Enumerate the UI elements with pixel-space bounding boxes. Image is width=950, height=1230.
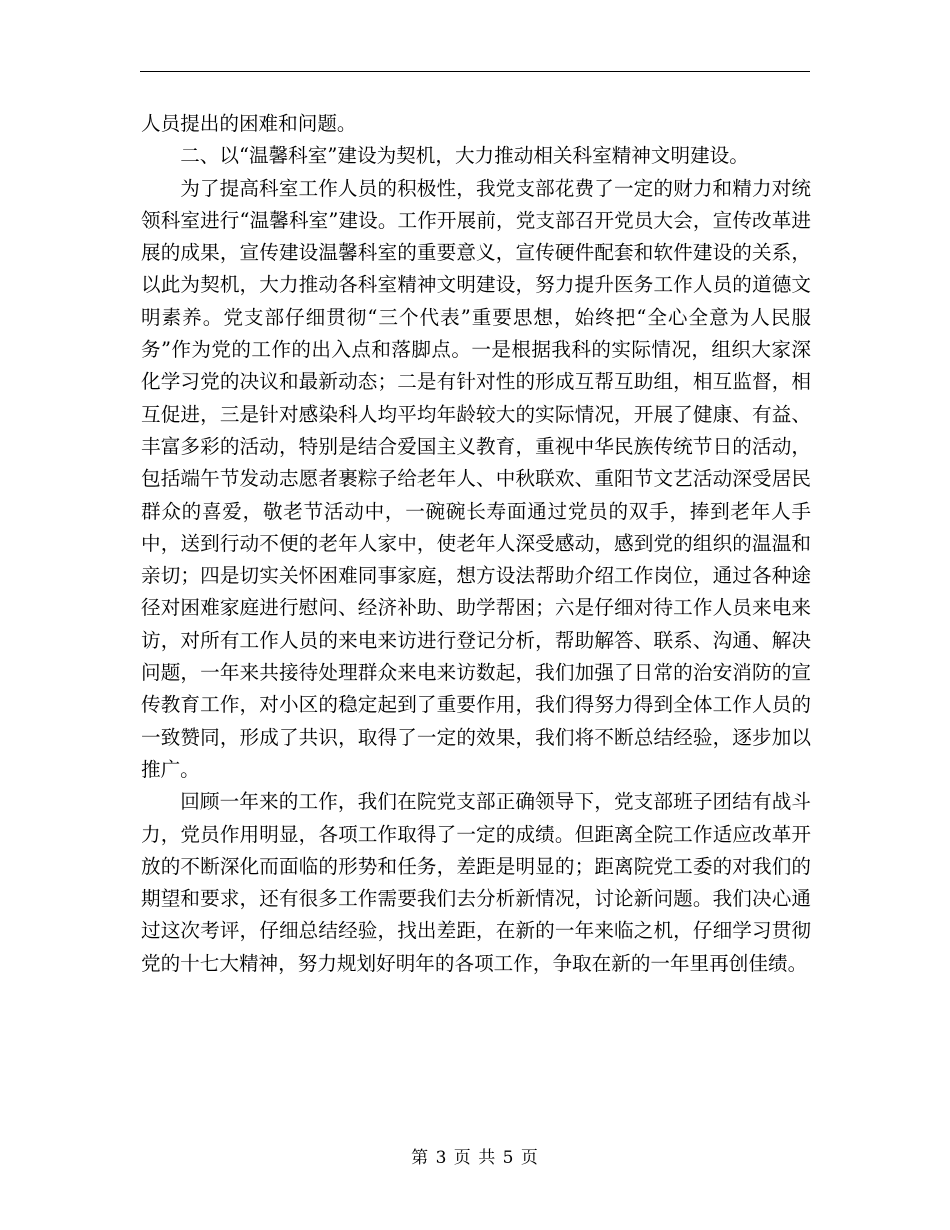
paragraph-continuation: 人员提出的困难和问题。 [141, 112, 357, 135]
paragraph-warm-office: 为了提高科室工作人员的积极性，我党支部花费了一定的财力和精力对统领科室进行“温馨科室”建设。工作开展前，党支部召开党员大会，宣传改革进展的成果，宣传建设温馨科室的重要意义，宣传硬件配套和软件建设的关系，以此为契机，大力推动各科室精神文明建设，努力提升医务工作人员的道德文明素养。党支部仔细贯彻“三个代表”重要思想，始终把“全心全意为人民服务”作为党的工作的出入点和落脚点。一是根据我科的实际情况，组织大家深化学习党的决议和最新动态；二是有针对性的形成互帮互助组，相互监督，相互促进，三是针对感染科人均平均年龄较大的实际情况，开展了健康、有益、丰富多彩的活动，特别是结合爱国主义教育，重视中华民族传统节日的活动，包括端午节发动志愿者裹粽子给老年人、中秋联欢、重阳节文艺活动深受居民群众的喜爱，敬老节活动中，一碗碗长寿面通过党员的双手，捧到老年人手中，送到行动不便的老年人家中，使老年人深受感动，感到党的组织的温温和亲切；四是切实关怀困难同事家庭，想方设法帮助介绍工作岗位，通过各种途径对困难家庭进行慰问、经济补助、助学帮困；六是仔细对待工作人员来电来访，对所有工作人员的来电来访进行登记分析，帮助解答、联系、沟通、解决问题，一年来共接待处理群众来电来访数起，我们加强了日常的治安消防的宣传教育工作，对小区的稳定起到了重要作用，我们得努力得到全体工作人员的一致赞同，形成了共识，取得了一定的效果，我们将不断总结经验，逐步加以推广。 [141, 176, 811, 781]
header-rule [140, 71, 810, 72]
paragraph-review: 回顾一年来的工作，我们在院党支部正确领导下，党支部班子团结有战斗力，党员作用明显，各项工作取得了一定的成绩。但距离全院工作适应改革开放的不断深化而面临的形势和任务，差距是明显的；距离院党工委的对我们的期望和要求，还有很多工作需要我们去分析新情况，讨论新问题。我们决心通过这次考评，仔细总结经验，找出差距，在新的一年来临之机，仔细学习贯彻党的十七大精神，努力规划好明年的各项工作，争取在新的一年里再创佳绩。 [141, 790, 811, 975]
section-heading-2: 二、以“温馨科室”建设为契机，大力推动相关科室精神文明建设。 [180, 144, 749, 168]
page-number-footer: 第 3 页 共 5 页 [411, 1148, 539, 1168]
document-body [141, 108, 811, 980]
